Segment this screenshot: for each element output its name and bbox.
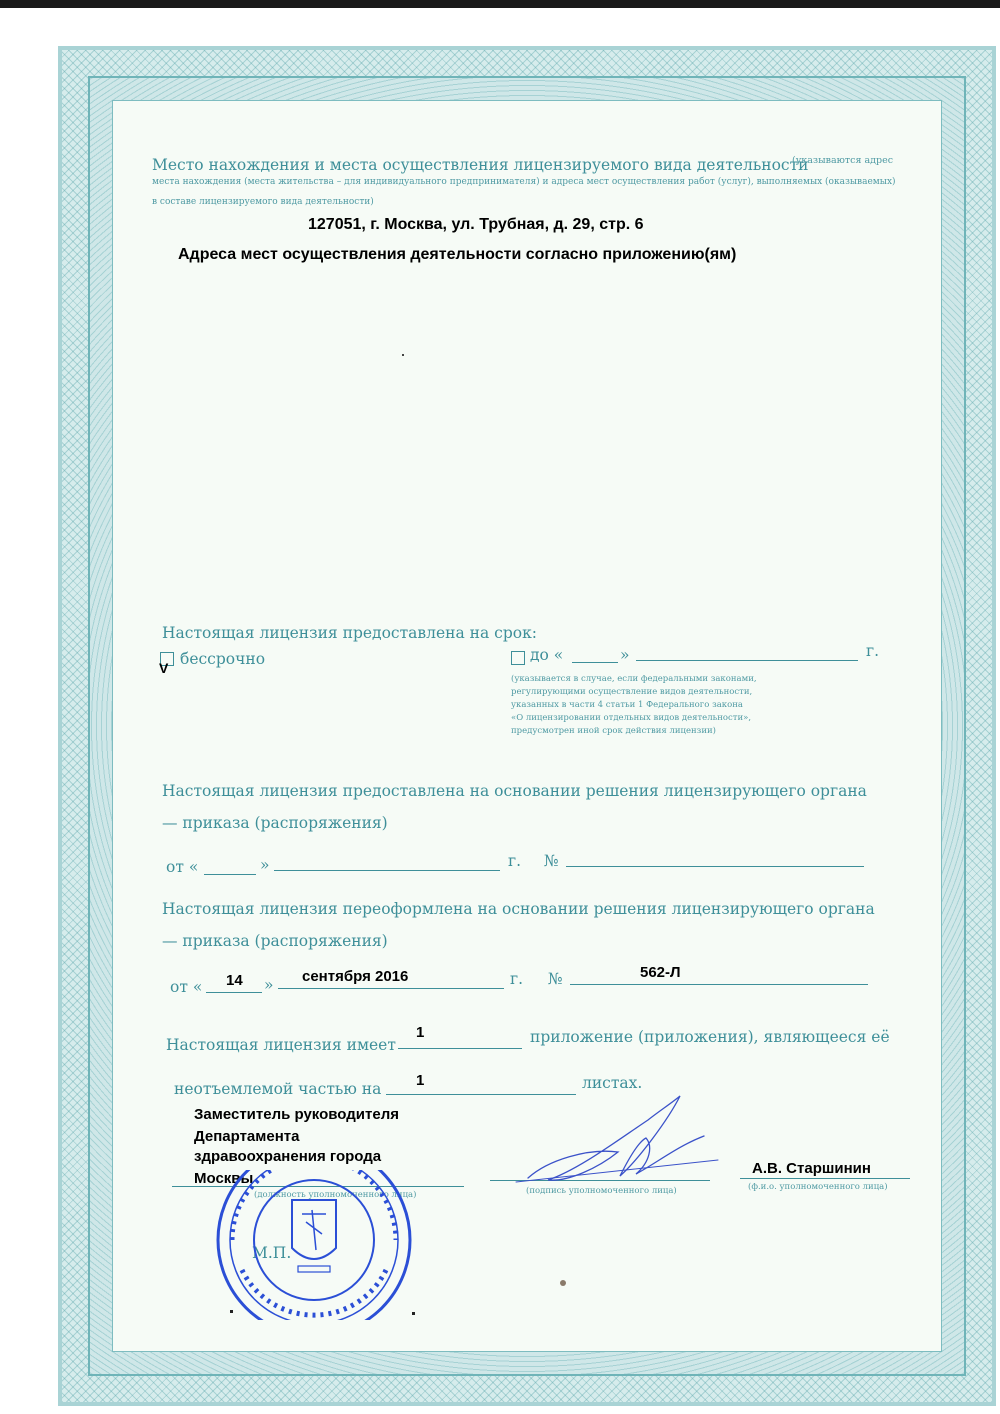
unlimited-label: бессрочно (180, 650, 266, 668)
reissued-month-year: сентября 2016 (302, 968, 409, 985)
reissued-number: 562-Л (640, 964, 681, 981)
reissued-year-suffix: г. (510, 970, 524, 988)
scan-speck (230, 1310, 233, 1313)
term-note-3: указанных в части 4 статьи 1 Федерального закона (511, 700, 743, 710)
term-note-2: регулирующими осуществление видов деятельности, (511, 687, 753, 697)
term-note-1: (указывается в случае, если федеральными законами, (511, 674, 757, 684)
official-seal (212, 1170, 422, 1320)
appendix-count: 1 (416, 1024, 425, 1041)
unlimited-check-mark: V (159, 660, 169, 676)
scan-speck (402, 354, 404, 356)
reissued-day: 14 (226, 972, 243, 989)
location-note-2: места нахождения (места жительства – для индивидуального предпринимателя) и адреса мест осуществления работ (услуг), выполняемых (оказываемых) (152, 177, 896, 187)
granted-heading-2: — приказа (распоряжения) (162, 814, 388, 832)
signer-position-3: здравоохранения города (194, 1148, 382, 1165)
appendix-sheets: 1 (416, 1072, 425, 1089)
granted-number-line (566, 866, 864, 867)
handwritten-signature (508, 1090, 728, 1200)
until-label: до « (530, 646, 564, 664)
appendix-text-4: листах. (582, 1074, 643, 1092)
until-date-line (636, 660, 858, 661)
reissued-heading-1: Настоящая лицензия переоформлена на основании решения лицензирующего органа (162, 900, 875, 918)
location-note-1: (указываются адрес (792, 155, 894, 166)
granted-from-close: » (260, 856, 270, 874)
reissued-from-close: » (264, 976, 274, 994)
appendix-text-1: Настоящая лицензия имеет (166, 1036, 396, 1054)
term-note-4: «О лицензировании отдельных видов деятельности», (511, 713, 752, 723)
signer-name: А.В. Старшинин (752, 1160, 871, 1177)
location-note-3: в составе лицензируемого вида деятельности) (152, 197, 374, 207)
reissued-day-line (206, 992, 262, 993)
license-address: 127051, г. Москва, ул. Трубная, д. 29, стр. 6 (308, 216, 644, 233)
until-close-quote: » (620, 646, 630, 664)
scan-edge (0, 0, 1000, 8)
term-heading: Настоящая лицензия предоставлена на срок: (162, 624, 538, 642)
signature-caption: (подпись уполномоченного лица) (526, 1186, 677, 1196)
reissued-number-sign: № (548, 970, 563, 988)
signer-position-2: Департамента (194, 1128, 300, 1145)
name-line (740, 1178, 910, 1179)
appendix-count-line (398, 1048, 522, 1049)
name-caption: (ф.и.о. уполномоченного лица) (748, 1182, 888, 1192)
until-day-line (572, 662, 618, 663)
reissued-date-line (278, 988, 504, 989)
reissued-number-line (570, 984, 868, 985)
scan-speck (560, 1280, 566, 1286)
until-year-suffix: г. (866, 642, 880, 660)
location-heading: Место нахождения и места осуществления лицензируемого вида деятельности (152, 156, 809, 174)
granted-day-line (204, 874, 256, 875)
granted-from-open: от « (166, 858, 199, 876)
signer-position-4: Москвы (194, 1170, 254, 1187)
granted-number-sign: № (544, 852, 559, 870)
appendix-text-2: приложение (приложения), являющееся её (530, 1028, 890, 1046)
seal-mark-label: М.П. (252, 1244, 292, 1262)
position-caption: (должность уполномоченного лица) (254, 1190, 417, 1200)
until-checkbox (511, 651, 525, 665)
signer-position-1: Заместитель руководителя (194, 1106, 399, 1123)
activity-addresses-note: Адреса мест осуществления деятельности согласно приложению(ям) (178, 246, 737, 263)
appendix-text-3: неотъемлемой частью на (174, 1080, 382, 1098)
scan-speck (412, 1312, 415, 1315)
granted-date-line (274, 870, 500, 871)
term-note-5: предусмотрен иной срок действия лицензии) (511, 726, 716, 736)
reissued-from-open: от « (170, 978, 203, 996)
granted-heading-1: Настоящая лицензия предоставлена на основании решения лицензирующего органа (162, 782, 867, 800)
granted-year-suffix: г. (508, 852, 522, 870)
reissued-heading-2: — приказа (распоряжения) (162, 932, 388, 950)
